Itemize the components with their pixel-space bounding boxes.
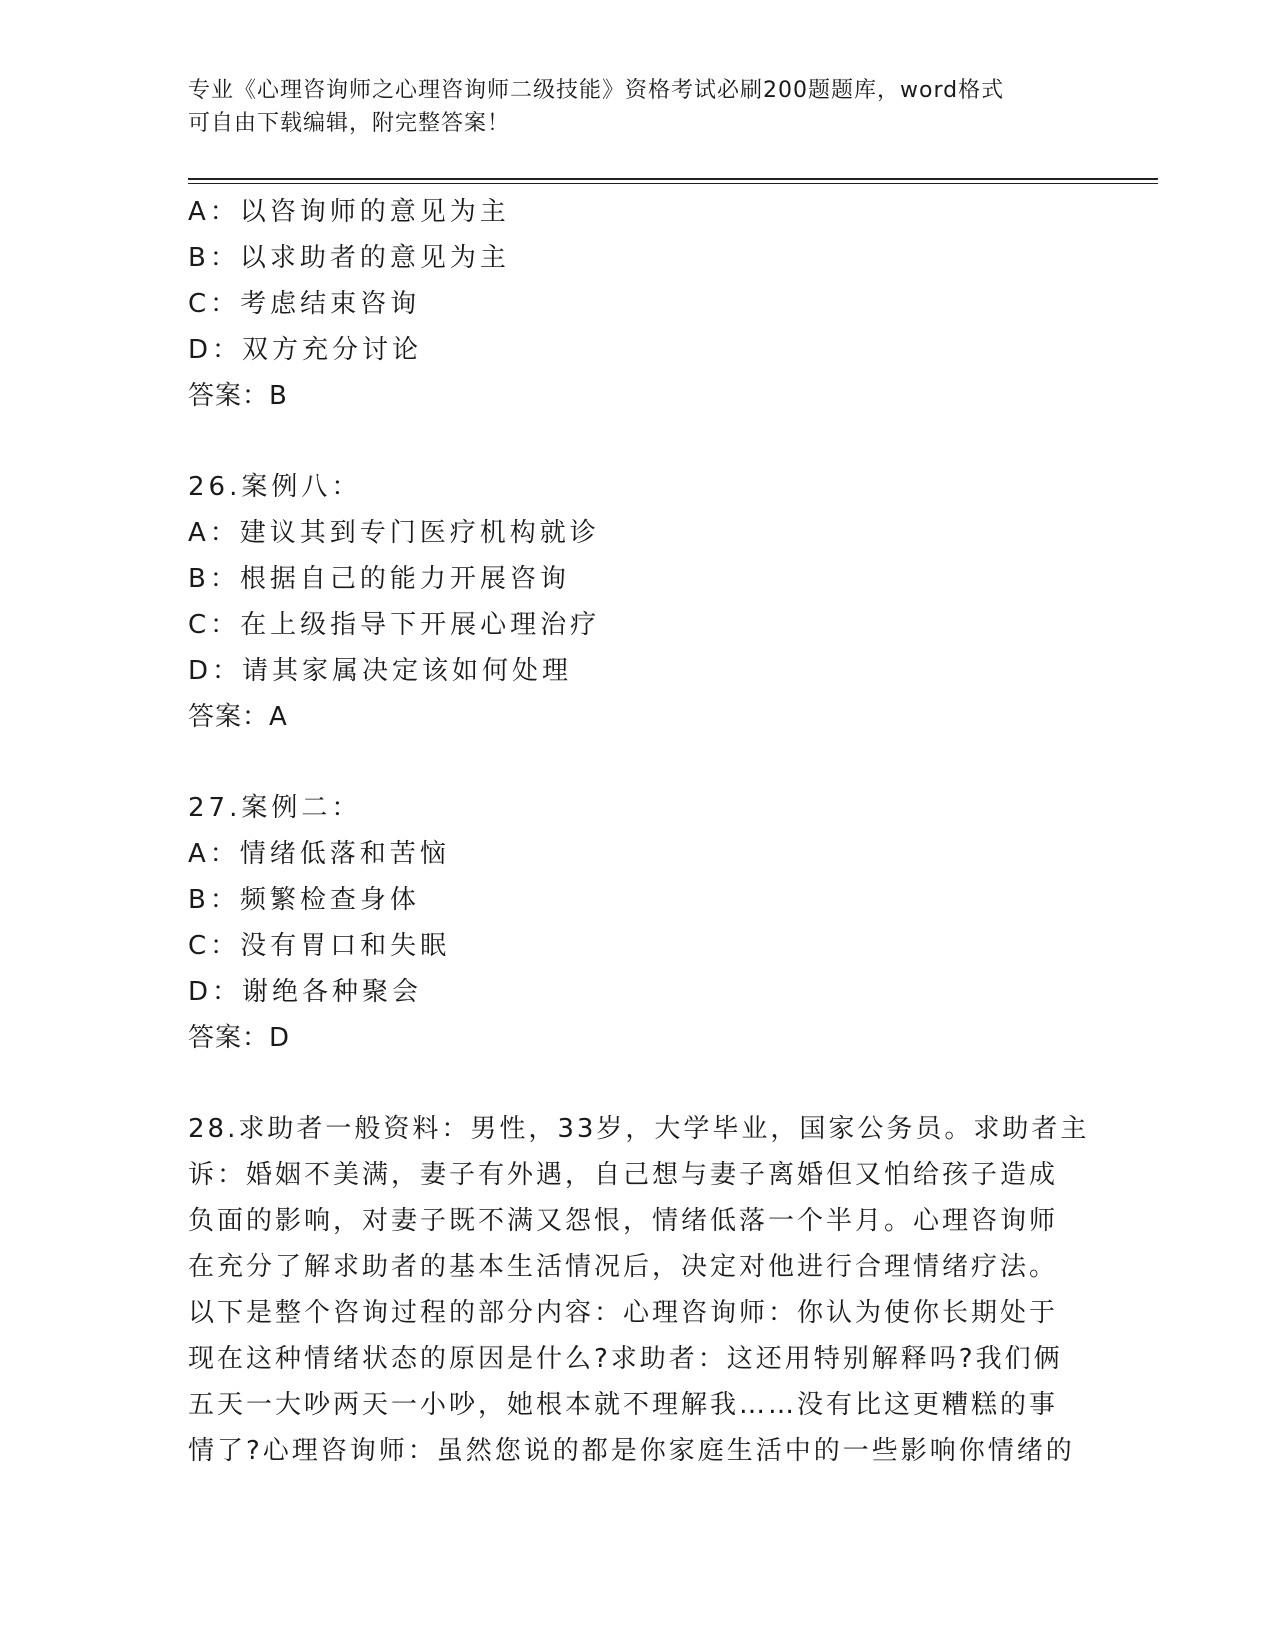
paragraph-line: 情了?心理咨询师：虽然您说的都是你家庭生活中的一些影响你情绪的 xyxy=(188,1436,1075,1466)
header-rule-thin xyxy=(188,183,1158,184)
question-title: 27.案例二： xyxy=(188,793,362,823)
paragraph-line: 28.求助者一般资料：男性，33岁，大学毕业，国家公务员。求助者主 xyxy=(188,1114,1090,1144)
paragraph-line: 诉：婚姻不美满，妻子有外遇，自己想与妻子离婚但又怕给孩子造成 xyxy=(188,1160,1059,1190)
option-c: C：在上级指导下开展心理治疗 xyxy=(188,610,601,640)
question-28-block xyxy=(188,1106,1088,1474)
answer-line: 答案：A xyxy=(188,702,288,732)
option-d: D：双方充分讨论 xyxy=(188,335,423,365)
paragraph-line: 现在这种情绪状态的原因是什么?求助者：这还用特别解释吗?我们俩 xyxy=(188,1344,1063,1374)
header-line-2: 可自由下载编辑，附完整答案！ xyxy=(188,111,511,136)
option-d: D：请其家属决定该如何处理 xyxy=(188,656,573,686)
option-a: A：建议其到专门医疗机构就诊 xyxy=(188,518,600,548)
question-26-block xyxy=(188,464,1088,740)
option-d: D：谢绝各种聚会 xyxy=(188,977,423,1007)
option-c: C：考虑结束咨询 xyxy=(188,289,421,319)
header-line-1: 专业《心理咨询师之心理咨询师二级技能》资格考试必刷200题题库，word格式 xyxy=(188,78,1005,103)
answer-line: 答案：B xyxy=(188,381,288,411)
paragraph-line: 负面的影响，对妻子既不满又怨恨，情绪低落一个半月。心理咨询师 xyxy=(188,1206,1059,1236)
header-rule-thick xyxy=(188,178,1158,180)
answer-line: 答案：D xyxy=(188,1023,291,1053)
question-title: 26.案例八： xyxy=(188,472,362,502)
question-25-block xyxy=(188,189,1088,419)
option-b: B：以求助者的意见为主 xyxy=(188,243,510,273)
spacer xyxy=(188,1061,1088,1106)
option-c: C：没有胃口和失眠 xyxy=(188,931,451,961)
question-27-block xyxy=(188,785,1088,1061)
option-a: A：以咨询师的意见为主 xyxy=(188,197,510,227)
spacer xyxy=(188,740,1088,785)
paragraph-line: 五天一大吵两天一小吵，她根本就不理解我……没有比这更糟糕的事 xyxy=(188,1390,1059,1420)
document-header xyxy=(188,74,1088,140)
option-b: B：频繁检查身体 xyxy=(188,885,420,915)
question-content xyxy=(188,189,1088,1474)
spacer xyxy=(188,419,1088,464)
option-b: B：根据自己的能力开展咨询 xyxy=(188,564,570,594)
paragraph-line: 在充分了解求助者的基本生活情况后，决定对他进行合理情绪疗法。 xyxy=(188,1252,1059,1282)
paragraph-line: 以下是整个咨询过程的部分内容：心理咨询师：你认为使你长期处于 xyxy=(188,1298,1059,1328)
option-a: A：情绪低落和苦恼 xyxy=(188,839,450,869)
